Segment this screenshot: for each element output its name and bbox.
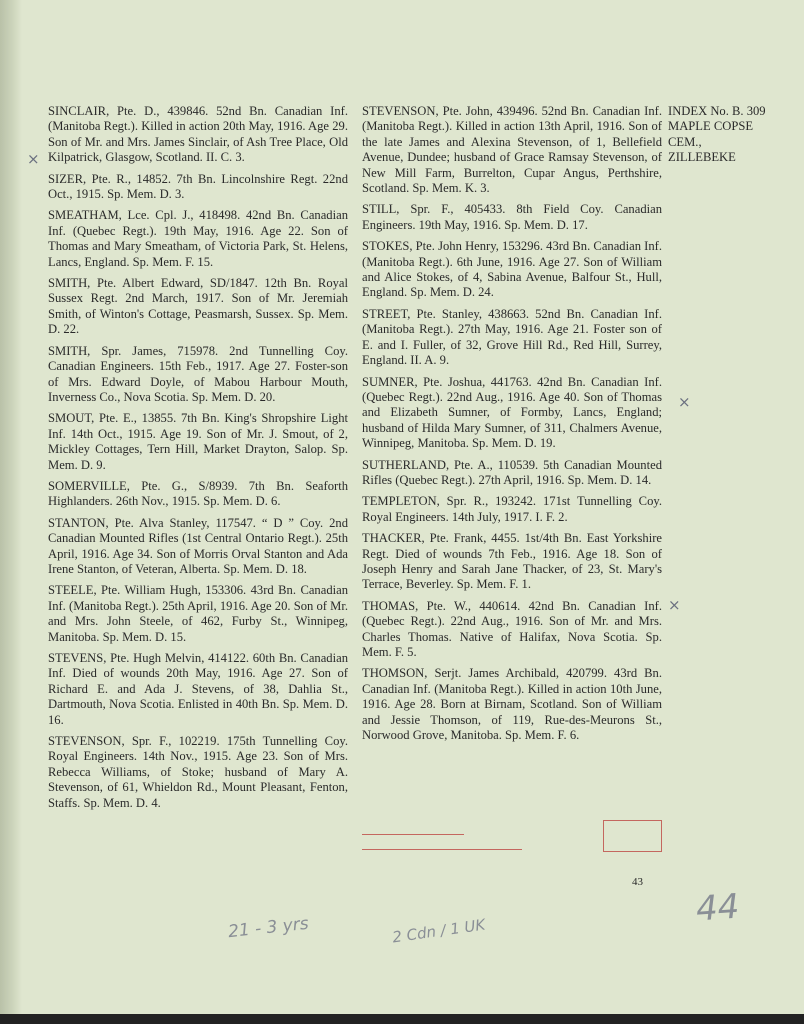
margin-cross-mark: × <box>678 393 691 411</box>
entry-sutherland: SUTHERLAND, Pte. A., 110539. 5th Canadian Mounted Rifles (Quebec Regt.). 27th April, 1916. Sp. Mem. D. 14. <box>362 457 662 487</box>
entry-smith-albert: SMITH, Pte. Albert Edward, SD/1847. 12th Bn. Royal Sussex Regt. 2nd March, 1917. Son of Mr. Jeremiah Smith, of Winton's Cottage, Peasmarsh, Sussex. Sp. Mem. D. 22. <box>48 276 348 337</box>
page-edge-shadow <box>0 1014 804 1024</box>
entry-street: STREET, Pte. Stanley, 438663. 52nd Bn. Canadian Inf. (Manitoba Regt.). 27th May, 1916. Age 21. Foster son of E. and I. Fuller, of 32, Grove Hill Rd., Red Hill, Surrey, England. II. A. 9. <box>362 306 662 368</box>
entry-steele: STEELE, Pte. William Hugh, 153306. 43rd Bn. Canadian Inf. (Manitoba Regt.). 25th April, 1916. Age 20. Son of Mr. and Mrs. John Steele, of 462, Furby St., Winnipeg, Manitoba. Sp. Mem. D. 15. <box>48 583 348 644</box>
entry-smout: SMOUT, Pte. E., 13855. 7th Bn. King's Shropshire Light Inf. 14th Oct., 1915. Age 19. Son of Mr. J. Smout, of 2, Mickley Cottages, Tern Hill, Market Drayton, Salop. Sp. Mem. D. 9. <box>48 411 348 472</box>
entry-stanton: STANTON, Pte. Alva Stanley, 117547. “ D ” Coy. 2nd Canadian Mounted Rifles (1st Central Ontario Regt.). 25th April, 1916. Age 34. Son of Morris Orval Stanton and Ada Irene Stanton, of Veteran, Alberta. Sp. Mem. D. 18. <box>48 515 348 576</box>
entry-sumner: SUMNER, Pte. Joshua, 441763. 42nd Bn. Canadian Inf. (Quebec Regt.). 22nd Aug., 1916. Age 40. Son of Thomas and Elizabeth Sumner, of Formby, Lancs, England; husband of Hilda Mary Sumner, of 311, Chalmers Avenue, Winnipeg, Manitoba. Sp. Mem. D. 19. <box>362 374 662 451</box>
entry-sinclair: SINCLAIR, Pte. D., 439846. 52nd Bn. Canadian Inf. (Manitoba Regt.). Killed in action 20th May, 1916. Age 29. Son of Mr. and Mrs. James Sinclair, of Ash Tree Place, Old Kilpatrick, Glasgow, Scotland. II. C. 3. <box>48 104 348 165</box>
entry-stevens: STEVENS, Pte. Hugh Melvin, 414122. 60th Bn. Canadian Inf. Died of wounds 20th May, 1916. Age 27. Son of Richard E. and Ada J. Stevens, of 38, Dahlia St., Dartmouth, Nova Scotia. Enlisted in 40th Bn. Sp. Mem. D. 16. <box>48 651 348 727</box>
entry-thacker: THACKER, Pte. Frank, 4455. 1st/4th Bn. East Yorkshire Regt. Died of wounds 7th Feb., 1916. Age 18. Son of Joseph Henry and Sarah Jane Thacker, of 23, St. Mary's Terrace, Beverley. Sp. Mem. F. 1. <box>362 531 662 592</box>
pencil-note-right: 44 <box>694 886 741 930</box>
index-cemetery: MAPLE COPSE <box>668 119 754 134</box>
red-box-highlight <box>603 820 662 852</box>
index-location: ZILLEBEKE <box>668 150 736 165</box>
left-column <box>48 104 348 817</box>
margin-cross-mark: × <box>668 596 681 614</box>
entry-sizer: SIZER, Pte. R., 14852. 7th Bn. Lincolnshire Regt. 22nd Oct., 1915. Sp. Mem. D. 3. <box>48 171 348 202</box>
entry-thomson: THOMSON, Serjt. James Archibald, 420799. 43rd Bn. Canadian Inf. (Manitoba Regt.). Killed in action 10th June, 1916. Age 28. Born at Birnam, Scotland. Son of William and Jessie Thomson, of 119, Rue-des-Meurons St., Norwood Grove, Manitoba. Sp. Mem. F. 6. <box>362 666 662 743</box>
red-underline <box>362 849 522 850</box>
entry-smeatham: SMEATHAM, Lce. Cpl. J., 418498. 42nd Bn. Canadian Inf. (Quebec Regt.). 19th May, 1916. Age 22. Son of Thomas and Mary Smeatham, of Victoria Park, St. Helens, Lancs, England. Sp. Mem. F. 15. <box>48 208 348 269</box>
book-spine-shadow <box>0 0 22 1024</box>
right-column <box>362 104 662 749</box>
pencil-note-left: 21 - 3 yrs <box>227 913 310 943</box>
pencil-note-middle: 2 Cdn / 1 UK <box>391 915 487 947</box>
page-number: 43 <box>632 876 643 888</box>
entry-stevenson-f: STEVENSON, Spr. F., 102219. 175th Tunnelling Coy. Royal Engineers. 14th Nov., 1915. Age 23. Son of Mrs. Rebecca Williams, of Stoke; husband of Mary A. Stevenson, of 61, Whieldon Rd., Mount Pleasant, Fenton, Staffs. Sp. Mem. D. 4. <box>48 734 348 810</box>
entry-somerville: SOMERVILLE, Pte. G., S/8939. 7th Bn. Seaforth Highlanders. 26th Nov., 1915. Sp. Mem. D. 6. <box>48 478 348 509</box>
entry-stevenson-john: STEVENSON, Pte. John, 439496. 52nd Bn. Canadian Inf. (Manitoba Regt.). Killed in action 13th April, 1916. Son of the late James and Alexina Stevenson, of 1, Bellefield Avenue, Dundee; husband of Grace Ramsay Stevenson, of New Mill Farm, Burrelton, Cupar Angus, Perthshire, Scotland. Sp. Mem. K. 3. <box>362 104 662 196</box>
entry-smith-james: SMITH, Spr. James, 715978. 2nd Tunnelling Coy. Canadian Engineers. 15th Feb., 1917. Age 27. Foster-son of Mrs. Edward Doyle, of Mabou Harbour Mouth, Inverness Co., Nova Scotia. Sp. Mem. D. 20. <box>48 343 348 404</box>
entry-templeton: TEMPLETON, Spr. R., 193242. 171st Tunnelling Coy. Royal Engineers. 14th July, 1917. I. F. 2. <box>362 494 662 524</box>
index-number: INDEX No. B. 309 <box>668 104 766 118</box>
cemetery-index <box>668 104 804 166</box>
entry-stokes: STOKES, Pte. John Henry, 153296. 43rd Bn. Canadian Inf. (Manitoba Regt.). 6th June, 1916. Age 27. Son of William and Alice Stokes, of 4, Sabina Avenue, Balfour St., Hull, England. Sp. Mem. D. 24. <box>362 239 662 300</box>
margin-cross-mark: × <box>27 150 40 168</box>
index-cem: CEM., <box>668 134 702 149</box>
entry-still: STILL, Spr. F., 405433. 8th Field Coy. Canadian Engineers. 19th May, 1916. Sp. Mem. D. 17. <box>362 202 662 232</box>
red-underline <box>362 834 464 835</box>
entry-thomas: THOMAS, Pte. W., 440614. 42nd Bn. Canadian Inf. (Quebec Regt.). 22nd Aug., 1916. Son of Mr. and Mrs. Charles Thomas. Native of Halifax, Nova Scotia. Sp. Mem. F. 5. <box>362 598 662 659</box>
